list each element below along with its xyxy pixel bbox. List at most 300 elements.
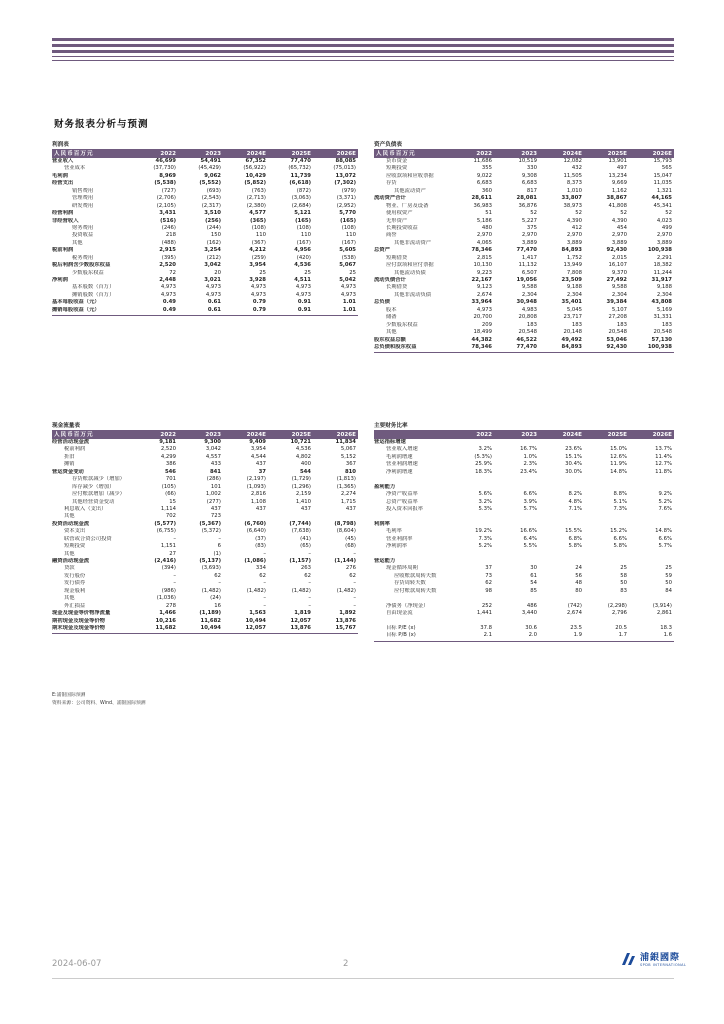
row-value: (1,144) [334,558,356,564]
row-value: 2,304 [521,291,537,298]
row-value: (37,730) [153,165,176,172]
row-value: 2,970 [656,232,672,239]
row-label: 净债务（净现金） [386,602,429,609]
table-row [52,595,358,602]
row-label: 其他流动负债 [394,269,426,276]
row-label: 应付账款增加（减少） [72,491,125,498]
row-value: 1,819 [294,610,311,617]
row-value: 7.6% [658,505,672,512]
table-row [52,292,358,299]
row-value: 11.4% [655,453,672,460]
row-value: 810 [344,468,356,475]
row-value: 437 [300,505,311,512]
row-value: 5,605 [339,247,356,254]
table-row [374,337,674,344]
row-value: 9,223 [476,269,492,276]
row-value [494,595,539,602]
row-value: (2,298) [607,602,627,609]
row-value: 20,548 [653,329,672,336]
row-value: (37) [255,535,266,542]
row-value: 2,448 [159,277,176,283]
row-value: – [263,595,266,602]
row-value: 5,067 [340,446,356,453]
row-value: 9,022 [476,172,492,179]
row-value: 3,889 [656,239,672,246]
row-value [539,521,584,528]
row-value: (108) [296,224,311,231]
row-value: (56,922) [243,165,266,172]
row-label: 经营活动现金流 [52,439,90,445]
row-label: 基本股数（百万） [72,284,115,291]
row-label: 其他 [64,513,75,520]
row-value: 15.0% [610,446,627,453]
table-row [374,499,674,506]
table-row [52,277,358,284]
row-value: (68) [345,543,356,550]
row-value [449,558,494,565]
row-value [629,439,674,446]
row-label: 短期投资 [64,543,86,550]
table-row [374,270,674,277]
row-value: 24 [575,565,582,572]
table-row [52,270,358,277]
table-row [374,476,674,483]
header-year: 2026E [336,432,356,438]
row-value: 2,304 [656,291,672,298]
row-value: 10,494 [245,617,266,624]
header-year: 2025E [607,432,627,438]
row-value: 9,062 [204,172,221,179]
logo-mark-icon [620,951,636,967]
row-value: (1,813) [336,476,356,483]
row-value: 2.3% [523,461,537,468]
table-row [374,247,674,254]
row-value: 218 [165,232,176,239]
row-label: 存货账款减少（增加） [72,476,125,483]
row-value: 110 [255,232,266,239]
row-value: 12.6% [610,453,627,460]
row-value: (167) [341,239,356,246]
row-value: 110 [345,232,356,239]
row-value: 84,893 [561,247,582,254]
row-value: 48 [575,580,582,587]
row-value [629,558,674,565]
table-title: 主要财务比率 [374,422,674,431]
row-value: 12,057 [245,624,266,631]
header-year: 2022 [160,432,176,438]
row-value: (6,760) [244,520,266,527]
row-value: (24) [210,595,221,602]
table-title: 利润表 [52,141,358,150]
row-value [584,513,629,520]
row-value: 546 [164,468,176,475]
row-value: 480 [481,224,492,231]
table-header-row [374,431,674,439]
row-value: 437 [210,505,221,512]
row-value: 33,807 [561,195,582,202]
table-row [52,299,358,306]
table-bottom-rule [52,633,358,634]
row-value: 3,042 [205,446,221,453]
row-value: 16,107 [608,262,627,269]
table-row [374,625,674,632]
row-value: 11,739 [290,172,311,179]
row-value [449,439,494,446]
row-value [629,618,674,625]
row-value: 7,808 [566,269,582,276]
row-value: – [308,602,311,609]
row-value: 15,767 [335,624,356,631]
table-row [374,255,674,262]
row-label: 摊销股数（百万） [72,291,115,298]
row-value: 33,964 [471,299,492,306]
row-label: 税前利润 [64,446,86,453]
row-label [374,513,449,520]
row-value: – [308,580,311,587]
row-label: 存货周转天数 [394,580,426,587]
row-value: (1,482) [336,587,356,594]
row-value: 44,165 [651,195,672,202]
row-value: (1,036) [156,595,176,602]
row-value: – [353,595,356,602]
row-value: 2,815 [476,254,492,261]
row-value: 25 [349,269,356,276]
row-value [494,551,539,558]
row-value: 10,519 [518,158,537,164]
row-value: 2,520 [159,262,176,269]
row-value: 36,876 [518,202,537,209]
table-row [52,484,358,491]
row-value: 1,002 [205,491,221,498]
table-row [374,632,674,639]
row-value: 437 [255,505,266,512]
row-label: 股本 [386,306,397,313]
row-value: (1,086) [244,558,266,564]
row-label: 摊销每股收益（元） [52,306,100,313]
row-value: 5.8% [613,543,627,550]
balance-sheet-table [374,141,674,353]
row-label: 利息收入（支出） [64,505,107,512]
table-row [52,284,358,291]
table-row [52,195,358,202]
table-row [374,195,674,202]
table-row [374,218,674,225]
row-label: 现金股利 [64,587,86,594]
row-value [629,551,674,558]
row-value: (5,852) [244,180,266,187]
row-value: (1) [213,550,221,557]
table-row [374,284,674,291]
row-value [449,513,494,520]
row-value: 4,511 [294,277,311,283]
row-value: 5,770 [339,210,356,217]
table-row [52,218,358,225]
row-value: 8,969 [159,172,176,179]
row-value: 11,035 [653,180,672,187]
row-value: 27 [169,550,176,557]
row-value: 9,669 [611,180,627,187]
row-value: 49,492 [561,336,582,343]
row-value: 72 [169,269,176,276]
row-value: (5,367) [199,520,221,527]
table-row [374,203,674,210]
row-value: 1,162 [611,187,627,194]
row-value: 2,159 [295,491,311,498]
row-value: 4,973 [250,291,266,298]
row-value: (2,713) [246,195,266,202]
row-label [374,618,449,625]
row-label: 应付账款周转天数 [394,587,437,594]
row-value: (2,197) [246,476,266,483]
row-value: 386 [165,461,176,468]
row-label: 其他 [64,595,75,602]
row-label: 非经营收入 [52,217,79,224]
row-value: 3,889 [566,239,582,246]
table-row [374,558,674,565]
row-value: 83 [620,587,627,594]
row-value: (5,538) [154,180,176,187]
row-value: (65,732) [288,165,311,172]
row-value: (108) [251,224,266,231]
row-value: (165) [340,217,356,224]
row-value: 817 [526,187,537,194]
table-row [52,543,358,550]
table-row [52,461,358,468]
row-value: 19.2% [475,528,492,535]
row-value: (246) [161,224,176,231]
row-value [629,484,674,491]
row-value [494,558,539,565]
row-value: 375 [526,224,537,231]
row-label: 应付款项和应付票据 [386,262,434,269]
row-value: 355 [481,165,492,172]
table-row [374,240,674,247]
table-row [374,307,674,314]
row-value: 13,876 [290,624,311,631]
row-value: (2,684) [291,202,311,209]
row-value: (6,755) [156,528,176,535]
table-row [52,173,358,180]
row-value: 38,867 [606,195,627,202]
row-label: 财务费用 [72,224,94,231]
row-label: 商誉 [386,232,397,239]
table-row [374,610,674,617]
table-row [374,543,674,550]
row-value [313,513,358,520]
row-value: (1,093) [246,483,266,490]
row-value: 9,588 [521,284,537,291]
table-bottom-rule [52,315,358,316]
row-value: 150 [210,232,221,239]
row-value: 9,409 [249,439,266,445]
header-year: 2025E [291,151,311,157]
row-value: 2,304 [611,291,627,298]
row-value: 88,085 [335,158,356,164]
row-value: 1,010 [566,187,582,194]
table-row [374,322,674,329]
row-value: 11,505 [563,172,582,179]
row-value: 2,970 [521,232,537,239]
row-value: 13,234 [608,172,627,179]
row-value: 78,346 [471,247,492,254]
row-value [539,439,584,446]
row-value: 30.4% [565,461,582,468]
header-unit-label [374,431,449,439]
row-label: 营业利润率 [386,535,413,542]
row-value: 11,682 [200,617,221,624]
row-value: 57,130 [651,336,672,343]
row-value: 20,808 [518,314,537,321]
row-value: 2,274 [340,491,356,498]
row-value: 4,956 [294,247,311,254]
page-number: 2 [343,959,349,969]
row-value: 3,954 [250,446,266,453]
row-value: – [218,580,221,587]
table-row [52,446,358,453]
row-value: – [263,550,266,557]
row-value: 20,548 [608,329,627,336]
row-value: 4,973 [476,306,492,313]
row-value: 84,893 [561,343,582,350]
row-value: (367) [251,239,266,246]
table-row [374,454,674,461]
row-value: – [218,535,221,542]
row-label: 研发费用 [72,202,94,209]
table-row [52,513,358,520]
row-value [584,618,629,625]
row-value: 278 [165,602,176,609]
row-value: 367 [345,461,356,468]
row-value: (286) [206,476,221,483]
row-value [494,618,539,625]
row-value: 61 [530,572,537,579]
row-value: (165) [295,217,311,224]
row-value: (45) [345,535,356,542]
row-value: 9,370 [611,269,627,276]
row-value: (2,317) [201,202,221,209]
row-value: 9,188 [656,284,672,291]
row-label: 净利润增速 [386,468,413,475]
row-value: 58 [620,572,627,579]
row-label: 应收账款周转天数 [394,572,437,579]
table-row [374,536,674,543]
header-year: 2024E [562,432,582,438]
table-row [52,255,358,262]
row-value: 77,470 [516,247,537,254]
row-label: 融资活动现金流 [52,558,90,564]
table-row [374,446,674,453]
row-value: 4,536 [294,262,311,269]
row-value: 15.5% [565,528,582,535]
row-label: 总资产收益率 [386,498,418,505]
row-value: 183 [526,321,537,328]
row-value: 276 [345,565,356,572]
row-value: (5.3%) [474,453,492,460]
row-value: (259) [251,254,266,261]
table-row [374,573,674,580]
row-value: 6.6% [613,535,627,542]
table-row [374,180,674,187]
table-row [374,262,674,269]
row-value: 486 [526,602,537,609]
row-value: 30,948 [516,299,537,306]
table-row [374,292,674,299]
table-bottom-rule [374,641,674,642]
row-label: 营业收入增速 [386,446,418,453]
row-value [449,618,494,625]
row-value: 4,390 [611,217,627,224]
row-value: 499 [661,224,672,231]
row-value: 25 [304,269,311,276]
table-row [374,588,674,595]
table-row [52,558,358,565]
row-value [584,521,629,528]
table-row [374,513,674,520]
row-value: (75,013) [333,165,356,172]
row-value: 37 [485,565,492,572]
row-value: (277) [206,498,221,505]
row-value: 454 [616,224,627,231]
row-value [629,595,674,602]
row-label: 库存减少（增加） [72,483,115,490]
row-value: 13,949 [563,262,582,269]
row-value: 6,683 [476,180,492,187]
row-value: 3.9% [523,498,537,505]
table-row [374,344,674,351]
row-value: 183 [661,321,672,328]
row-value: 6,507 [521,269,537,276]
row-value: 6.6% [523,491,537,498]
row-value: 15.2% [610,528,627,535]
table-row [374,491,674,498]
row-label: 货币资金 [386,158,408,164]
table-row [52,307,358,314]
row-label: 其他流动资产 [394,187,426,194]
row-label: 投资收益 [72,232,94,239]
row-value: (2,416) [154,558,176,564]
row-value: 85 [530,587,537,594]
row-label [374,595,449,602]
row-value: 7.3% [478,535,492,542]
row-value: 62 [214,572,221,579]
table-row [374,158,674,165]
row-value: 3,042 [204,262,221,269]
row-value: 433 [210,461,221,468]
row-value: 4,973 [205,291,221,298]
row-value [584,484,629,491]
row-label: 少数股东权益 [72,269,104,276]
row-value [494,439,539,446]
row-value: 100,938 [647,343,672,350]
row-value: 25 [259,269,266,276]
row-value: 9,181 [159,439,176,445]
row-value: 84 [665,587,672,594]
table-row [52,573,358,580]
row-value: 23.4% [520,468,537,475]
row-value: – [173,535,176,542]
row-value [494,484,539,491]
row-value [449,484,494,491]
row-value: 4,544 [250,453,266,460]
table-title: 现金流量表 [52,422,358,431]
footer-divider [52,978,674,979]
table-row [52,618,358,625]
row-value: (2,543) [201,195,221,202]
table-row [374,618,674,625]
row-value: 12.7% [655,461,672,468]
row-value: 4,536 [295,446,311,453]
row-value: 5.7% [523,505,537,512]
